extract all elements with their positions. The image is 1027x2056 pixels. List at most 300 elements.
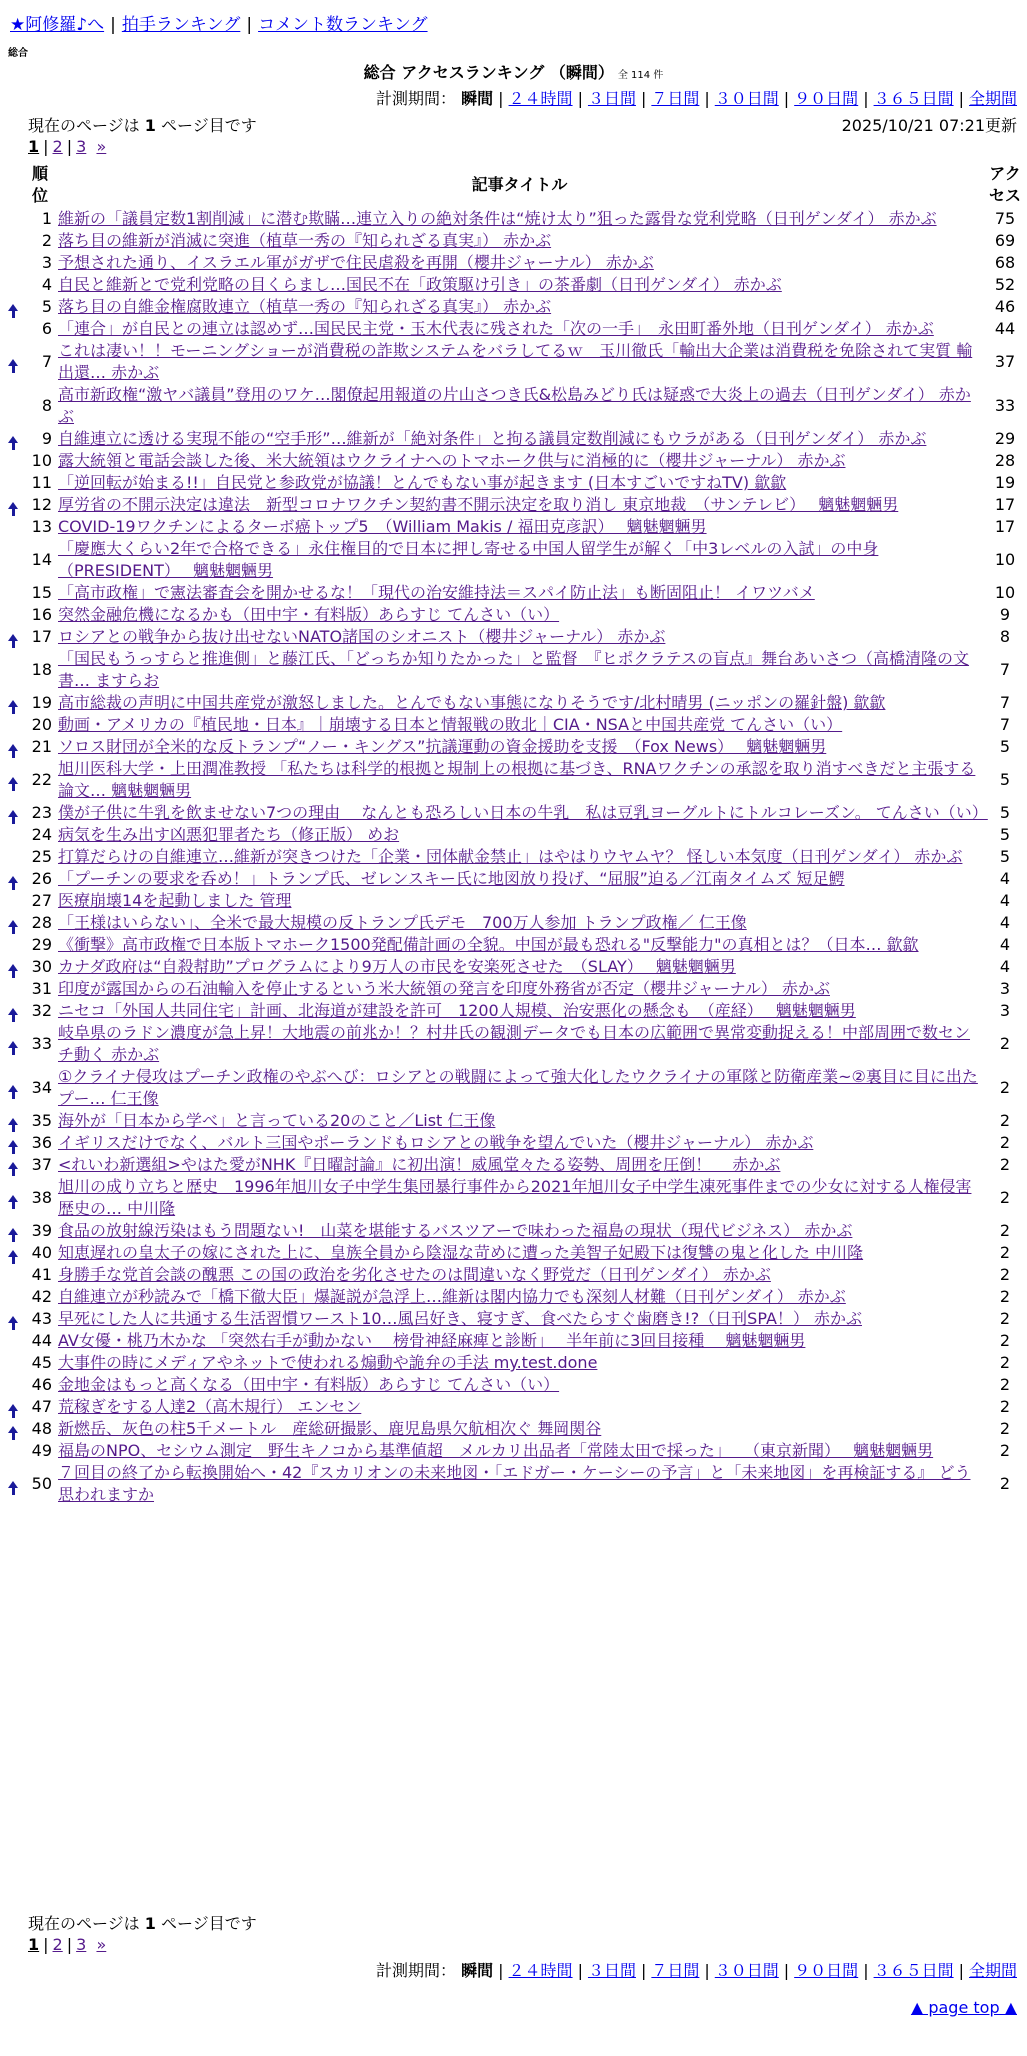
article-link[interactable]: ニセコ「外国人共同住宅」計画、北海道が建設を許可 1200人規模、治安悪化の懸念も （産経） 魑魅魍魎男: [58, 1001, 856, 1020]
article-title-cell: [56, 384, 983, 428]
table-row: [0, 1176, 1027, 1220]
arrow-up-icon: [8, 1404, 18, 1411]
table-row: [0, 1440, 1027, 1462]
rank-change-cell: [0, 1220, 26, 1242]
period-option-3d[interactable]: ３日間: [587, 89, 636, 108]
access-count: 19: [994, 473, 1016, 492]
article-link[interactable]: ロシアとの戦争から抜け出せないNATO諸国のシオニスト（櫻井ジャーナル） 赤かぶ: [58, 627, 666, 646]
arrow-up-icon: [8, 634, 18, 641]
table-row: [0, 274, 1027, 296]
rank-number: 13: [31, 517, 52, 536]
table-row: [0, 516, 1027, 538]
article-title-cell: [56, 274, 983, 296]
article-title-cell: [56, 692, 983, 714]
article-title-cell: [56, 978, 983, 1000]
article-link[interactable]: ７回目の終了から転換開始へ・42『スカリオンの未来地図・「エドガー・ケーシーの予言」と「未来地図」を再検証する』 どう思われますか: [58, 1463, 971, 1504]
ranking-title: 総合 アクセスランキング （瞬間）: [363, 63, 614, 82]
article-title-cell: [56, 450, 983, 472]
rank-change-cell: [0, 538, 26, 582]
access-count: 46: [994, 297, 1016, 316]
table-row: [0, 1308, 1027, 1330]
rank-number: 19: [31, 693, 52, 712]
rank-change-cell: [0, 252, 26, 274]
arrow-up-icon: [8, 1118, 18, 1125]
rank-change-cell: [0, 208, 26, 230]
article-link[interactable]: 厚労省の不開示決定は違法 新型コロナワクチン契約書不開示決定を取り消し 東京地裁 （サンテレビ） 魑魅魍魎男: [58, 495, 899, 514]
rank-change-cell: [0, 274, 26, 296]
page-info-top: [28, 113, 257, 136]
rank-number: 41: [31, 1265, 52, 1284]
article-link[interactable]: 身勝手な党首会談の醜悪 この国の政治を劣化させたのは間違いなく野党だ（日刊ゲンダイ） 赤かぶ: [58, 1265, 771, 1284]
rank-number: 31: [31, 979, 52, 998]
access-count: 2: [999, 1034, 1011, 1053]
article-title-cell: [56, 252, 983, 274]
article-link[interactable]: イギリスだけでなく、バルト三国やポーランドもロシアとの戦争を望んでいた（櫻井ジャーナル） 赤かぶ: [58, 1133, 814, 1152]
pager-next[interactable]: »: [96, 137, 107, 156]
ranking-total: 全 114 件: [617, 70, 664, 81]
rank-change-cell: [0, 1308, 26, 1330]
rank-number: 44: [31, 1331, 52, 1350]
access-count: 10: [994, 583, 1016, 602]
period-option-7d[interactable]: ７日間: [651, 1961, 700, 1980]
article-link[interactable]: 印度が露国からの石油輸入を停止するという米大統領の発言を印度外務省が否定（櫻井ジャーナル） 赤かぶ: [58, 979, 830, 998]
access-count: 4: [999, 869, 1011, 888]
period-option-3d[interactable]: ３日間: [587, 1961, 636, 1980]
article-title-cell: [56, 934, 983, 956]
nav-link-home[interactable]: ★阿修羅♪へ: [10, 15, 105, 35]
rank-number: 5: [41, 297, 52, 316]
article-title-cell: [56, 956, 983, 978]
rank-change-cell: [0, 868, 26, 890]
article-link[interactable]: 自維連立に透ける実現不能の“空手形”…維新が「絶対条件」と拘る議員定数削減にもウラがある（日刊ゲンダイ） 赤かぶ: [58, 429, 927, 448]
page-info-suffix: ページ目です: [161, 1914, 257, 1933]
article-link[interactable]: AV女優・桃乃木かな 「突然右手が動かない 榜骨神経麻痺と診断」 半年前に3回目接種 魑魅魍魎男: [58, 1331, 806, 1350]
table-row: [0, 1418, 1027, 1440]
access-count: 29: [994, 429, 1016, 448]
article-link[interactable]: 医療崩壊14を起動しました 管理: [58, 891, 292, 910]
article-link[interactable]: <れいわ新選組>やはた愛がNHK『日曜討論』に初出演！威風堂々たる姿勢、周囲を圧倒！ 赤かぶ: [58, 1155, 781, 1174]
article-title-cell: [56, 230, 983, 252]
access-count: 2: [999, 1441, 1011, 1460]
pager-page-3[interactable]: 3: [76, 137, 87, 156]
access-count: 10: [994, 550, 1016, 569]
rank-number: 9: [41, 429, 52, 448]
article-title-cell: [56, 472, 983, 494]
article-title-cell: [56, 758, 983, 802]
rank-number: 28: [31, 913, 52, 932]
table-row: [0, 450, 1027, 472]
ranking-heading: [0, 60, 1027, 83]
rank-number: 27: [31, 891, 52, 910]
table-row: [0, 912, 1027, 934]
table-row: [0, 1374, 1027, 1396]
ranking-body: [0, 208, 1027, 1506]
article-link[interactable]: 落ち目の自維金権腐敗連立（植草一秀の『知られざる真実』） 赤かぶ: [58, 297, 552, 316]
table-row: [0, 1286, 1027, 1308]
arrow-up-icon: [8, 502, 18, 509]
table-row: [0, 1264, 1027, 1286]
table-row: [0, 846, 1027, 868]
period-option-30d[interactable]: ３０日間: [714, 1961, 779, 1980]
rank-number: 23: [31, 803, 52, 822]
period-option-24h[interactable]: ２４時間: [508, 1961, 573, 1980]
article-title-cell: [56, 1132, 983, 1154]
table-row: [0, 890, 1027, 912]
article-link[interactable]: COVID-19ワクチンによるターボ癌トップ5 （William Makis / 福田克彦訳） 魑魅魍魎男: [58, 517, 707, 536]
page-info-number: 1: [144, 1914, 156, 1933]
rank-number: 16: [31, 605, 52, 624]
arrow-up-icon: [8, 810, 18, 817]
access-count: 52: [994, 275, 1016, 294]
article-link[interactable]: 《衝撃》高市政権で日本版トマホーク1500発配備計画の全貌。中国が最も恐れる"反撃能力"の真相とは？（日本… 歙歙: [58, 935, 919, 954]
article-title-cell: [56, 340, 983, 384]
rank-number: 43: [31, 1309, 52, 1328]
access-count: 2: [999, 1078, 1011, 1097]
table-row: [0, 1396, 1027, 1418]
access-count: 68: [994, 253, 1016, 272]
access-count: 4: [999, 913, 1011, 932]
rank-number: 12: [31, 495, 52, 514]
access-count: 69: [994, 231, 1016, 250]
article-link[interactable]: 維新の「議員定数1割削減」に潜む欺瞞…連立入りの絶対条件は“焼け太り”狙った露骨な党利党略（日刊ゲンダイ） 赤かぶ: [58, 209, 937, 228]
article-link[interactable]: 「逆回転が始まる!!」自民党と参政党が協議！とんでもない事が起きます (日本すごいですねTV) 歙歙: [58, 473, 787, 492]
article-title-cell: [56, 428, 983, 450]
article-link[interactable]: カナダ政府は“自殺幇助”プログラムにより9万人の市民を安楽死させた （SLAY） 魑魅魍魎男: [58, 957, 736, 976]
page-info-prefix: 現在のページは: [28, 1914, 140, 1933]
arrow-up-icon: [8, 964, 18, 971]
table-row: [0, 956, 1027, 978]
article-title-cell: [56, 1352, 983, 1374]
table-row: [0, 714, 1027, 736]
article-link[interactable]: 荒稼ぎをする人達2（高木規行） エンセン: [58, 1397, 362, 1416]
rank-change-cell: [0, 1396, 26, 1418]
rank-number: 24: [31, 825, 52, 844]
article-title-cell: [56, 1000, 983, 1022]
table-row: [0, 1110, 1027, 1132]
access-count: 4: [999, 891, 1011, 910]
access-count: 2: [999, 1265, 1011, 1284]
article-link[interactable]: 「王様はいらない」、全米で最大規模の反トランプ氏デモ 700万人参加 トランプ政権／ 仁王像: [58, 913, 747, 932]
rank-number: 6: [41, 319, 52, 338]
rank-change-cell: [0, 472, 26, 494]
rank-change-cell: [0, 1462, 26, 1506]
table-row: [0, 978, 1027, 1000]
rank-number: 32: [31, 1001, 52, 1020]
rank-change-cell: [0, 296, 26, 318]
article-link[interactable]: 旭川の成り立ちと歴史 1996年旭川女子中学生集団暴行事件から2021年旭川女子中学生凍死事件までの少女に対する人権侵害歴史の… 中川隆: [58, 1177, 972, 1218]
article-link[interactable]: 予想された通り、イスラエル軍がガザで住民虐殺を再開（櫻井ジャーナル） 赤かぶ: [58, 253, 654, 272]
access-count: 4: [999, 957, 1011, 976]
table-row: [0, 494, 1027, 516]
rank-change-cell: [0, 626, 26, 648]
rank-number: 29: [31, 935, 52, 954]
table-row: [0, 582, 1027, 604]
page-info-bottom: [28, 1911, 257, 1934]
table-row: [0, 1462, 1027, 1506]
period-option-365d[interactable]: ３６５日間: [873, 1961, 954, 1980]
article-title-cell: [56, 1176, 983, 1220]
rank-number: 33: [31, 1034, 52, 1053]
rank-number: 34: [31, 1078, 52, 1097]
rank-change-cell: [0, 912, 26, 934]
article-title-cell: [56, 604, 983, 626]
article-link[interactable]: 自維連立が秒読みで「橋下徹大臣」爆誕説が急浮上…維新は閣内協力でも深刻人材難（日刊ゲンダイ） 赤かぶ: [58, 1287, 846, 1306]
table-row: [0, 252, 1027, 274]
article-title-cell: [56, 516, 983, 538]
rank-change-cell: [0, 1374, 26, 1396]
rank-change-cell: [0, 802, 26, 824]
table-row: [0, 318, 1027, 340]
rank-change-cell: [0, 714, 26, 736]
nav-separator: |: [246, 15, 253, 35]
table-row: [0, 428, 1027, 450]
arrow-up-icon: [8, 1426, 18, 1433]
rank-number: 21: [31, 737, 52, 756]
article-link[interactable]: 露大統領と電話会談した後、米大統領はウクライナへのトマホーク供与に消極的に（櫻井ジャーナル） 赤かぶ: [58, 451, 846, 470]
article-title-cell: [56, 868, 983, 890]
rank-change-cell: [0, 318, 26, 340]
article-link[interactable]: ソロス財団が全米的な反トランプ“ノー・キングス”抗議運動の資金援助を支援 （Fox News） 魑魅魍魎男: [58, 737, 827, 756]
article-title-cell: [56, 1440, 983, 1462]
article-title-cell: [56, 1308, 983, 1330]
rank-number: 7: [41, 352, 52, 371]
table-row: [0, 1154, 1027, 1176]
access-count: 2: [999, 1353, 1011, 1372]
article-link[interactable]: 高市新政権“激ヤバ議員”登用のワケ…閣僚起用報道の片山さつき氏&松島みどり氏は疑惑で大炎上の過去（日刊ゲンダイ） 赤かぶ: [58, 385, 971, 426]
article-title-cell: [56, 1110, 983, 1132]
rank-number: 1: [41, 209, 52, 228]
page-info-number: 1: [144, 116, 156, 135]
period-option-24h[interactable]: ２４時間: [508, 89, 573, 108]
article-link[interactable]: 動画・アメリカの『植民地・日本』｜崩壊する日本と情報戦の敗北｜CIA・NSAと中国共産党 てんさい（い）: [58, 715, 843, 734]
pager-page-2[interactable]: 2: [52, 137, 63, 156]
arrow-up-icon: [8, 1228, 18, 1235]
table-row: [0, 1220, 1027, 1242]
article-link[interactable]: 早死にした人に共通する生活習慣ワースト10…風呂好き、寝すぎ、食べたらすぐ歯磨き!?（日刊SPA！） 赤かぶ: [58, 1309, 862, 1328]
arrow-up-icon: [8, 744, 18, 751]
access-count: 33: [994, 396, 1016, 415]
arrow-up-icon: [8, 1481, 18, 1488]
period-option-all[interactable]: 全期間: [968, 89, 1017, 108]
article-link[interactable]: 高市総裁の声明に中国共産党が激怒しました。とんでもない事態になりそうです/北村晴男 (ニッポンの羅針盤) 歙歙: [58, 693, 886, 712]
access-count: 3: [999, 979, 1011, 998]
table-row: [0, 1242, 1027, 1264]
page-top-link[interactable]: ▲ page top ▲: [910, 1998, 1017, 2017]
rank-number: 42: [31, 1287, 52, 1306]
arrow-up-icon: [8, 1140, 18, 1147]
access-count: 7: [999, 715, 1011, 734]
arrow-up-icon: [8, 1195, 18, 1202]
article-link[interactable]: 「プーチンの要求を呑め！」トランプ氏、ゼレンスキー氏に地図放り投げ、“屈服”迫る／江南タイムズ 短足鰐: [58, 869, 845, 888]
access-count: 2: [999, 1397, 1011, 1416]
article-link[interactable]: 金地金はもっと高くなる（田中宇・有料版）あらすじ てんさい（い）: [58, 1375, 560, 1394]
rank-number: 18: [31, 660, 52, 679]
rank-number: 36: [31, 1133, 52, 1152]
access-count: 2: [999, 1221, 1011, 1240]
rank-change-cell: [0, 230, 26, 252]
article-link[interactable]: 落ち目の維新が消滅に突進（植草一秀の『知られざる真実』） 赤かぶ: [58, 231, 552, 250]
access-count: 2: [999, 1474, 1011, 1493]
arrow-up-icon: [8, 1316, 18, 1323]
article-link[interactable]: ①クライナ侵攻はプーチン政権のやぶへび：ロシアとの戦闘によって強大化したウクライナの軍隊と防衛産業~②裏目に目に出たプー… 仁王像: [58, 1067, 978, 1108]
access-count: 2: [999, 1331, 1011, 1350]
article-title-cell: [56, 1418, 983, 1440]
page-info-prefix: 現在のページは: [28, 116, 140, 135]
pager-page-3[interactable]: 3: [76, 1935, 87, 1954]
period-option-30d[interactable]: ３０日間: [714, 89, 779, 108]
period-label: 計測期間：: [376, 1961, 457, 1980]
arrow-up-icon: [8, 1162, 18, 1169]
access-count: 5: [999, 825, 1011, 844]
article-link[interactable]: 病気を生み出す凶悪犯罪者たち（修正版） めお: [58, 825, 400, 844]
rank-number: 17: [31, 627, 52, 646]
rank-change-cell: [0, 1352, 26, 1374]
article-title-cell: [56, 1220, 983, 1242]
rank-change-cell: [0, 450, 26, 472]
table-header-row: [0, 162, 1027, 208]
pager-page-2[interactable]: 2: [52, 1935, 63, 1954]
period-label: 計測期間：: [376, 89, 457, 108]
article-link[interactable]: 食品の放射線汚染はもう問題ない! 山菜を堪能するバスツアーで味わった福島の現状（現代ビジネス） 赤かぶ: [58, 1221, 853, 1240]
table-row: [0, 692, 1027, 714]
article-link[interactable]: 「連合」が自民との連立は認めず…国民民主党・玉木代表に残された「次の一手」 永田町番外地（日刊ゲンダイ） 赤かぶ: [58, 319, 934, 338]
article-link[interactable]: 自民と維新とで党利党略の目くらまし…国民不在「政策駆け引き」の茶番劇（日刊ゲンダイ） 赤かぶ: [58, 275, 782, 294]
rank-change-cell: [0, 1000, 26, 1022]
rank-change-cell: [0, 582, 26, 604]
access-count: 2: [999, 1133, 1011, 1152]
table-row: [0, 472, 1027, 494]
table-row: [0, 802, 1027, 824]
article-link[interactable]: 知恵遅れの皇太子の嫁にされた上に、皇族全員から陰湿な苛めに遭った美智子妃殿下は復讐の鬼と化した 中川隆: [58, 1243, 864, 1262]
rank-number: 37: [31, 1155, 52, 1174]
article-link[interactable]: 岐阜県のラドン濃度が急上昇！大地震の前兆か！？村井氏の観測データでも日本の広範囲で異常変動捉える！中部周囲で数センチ動く 赤かぶ: [58, 1023, 971, 1064]
article-title-cell: [56, 1330, 983, 1352]
table-row: [0, 1066, 1027, 1110]
access-count: 37: [994, 352, 1016, 371]
rank-change-cell: [0, 758, 26, 802]
pager-current: 1: [28, 1935, 40, 1954]
rank-change-cell: [0, 384, 26, 428]
article-link[interactable]: 海外が「日本から学べ」と言っている20のこと／List 仁王像: [58, 1111, 496, 1130]
article-link[interactable]: 打算だらけの自維連立…維新が突きつけた「企業・団体献金禁止」はやはりウヤムヤ？ 怪しい本気度（日刊ゲンダイ） 赤かぶ: [58, 847, 963, 866]
updated-timestamp: 2025/10/21 07:21更新: [841, 116, 1017, 135]
article-title-cell: [56, 912, 983, 934]
article-title-cell: [56, 1264, 983, 1286]
rank-change-cell: [0, 1154, 26, 1176]
nav-link-applause-ranking[interactable]: 拍手ランキング: [121, 15, 241, 35]
rank-number: 38: [31, 1188, 52, 1207]
rank-number: 39: [31, 1221, 52, 1240]
article-link[interactable]: 僕が子供に牛乳を飲ませない7つの理由 なんとも恐ろしい日本の牛乳 私は豆乳ヨーグルトにトルコレーズン。 てんさい（い）: [58, 803, 988, 822]
article-title-cell: [56, 538, 983, 582]
article-link[interactable]: 新燃岳、灰色の柱5千メートル 産総研撮影、鹿児島県欠航相次ぐ 舞岡関谷: [58, 1419, 602, 1438]
rank-change-cell: [0, 890, 26, 912]
period-option-365d[interactable]: ３６５日間: [873, 89, 954, 108]
rank-change-cell: [0, 1418, 26, 1440]
access-count: 4: [999, 935, 1011, 954]
access-count: 7: [999, 693, 1011, 712]
period-option-7d[interactable]: ７日間: [651, 89, 700, 108]
rank-change-cell: [0, 1022, 26, 1066]
article-link[interactable]: これは凄い！！モーニングショーが消費税の詐欺システムをバラしてるｗ 玉川徹氏「輸出大企業は消費税を免除されて実質 輸出還… 赤かぶ: [58, 341, 973, 382]
access-count: 75: [994, 209, 1016, 228]
access-count: 7: [999, 660, 1011, 679]
nav-link-comment-ranking[interactable]: コメント数ランキング: [258, 15, 428, 35]
rank-number: 35: [31, 1111, 52, 1130]
rank-change-cell: [0, 1330, 26, 1352]
rank-change-cell: [0, 934, 26, 956]
article-link[interactable]: 福島のNPO、セシウム測定 野生キノコから基準値超 メルカリ出品者「常陸太田で採った」 （東京新聞） 魑魅魍魎男: [58, 1441, 934, 1460]
pager-bottom: 1 | 2 | 3 »: [28, 1935, 107, 1954]
article-title-cell: [56, 1154, 983, 1176]
table-row: [0, 626, 1027, 648]
period-option-all[interactable]: 全期間: [968, 1961, 1017, 1980]
pager-next[interactable]: »: [96, 1935, 107, 1954]
table-row: [0, 230, 1027, 252]
arrow-up-icon: [8, 304, 18, 311]
col-header-title: 記事タイトル: [471, 175, 568, 194]
article-link[interactable]: 「高市政権」で憲法審査会を開かせるな！「現代の治安維持法＝スパイ防止法」も断固阻止！ イワツバメ: [58, 583, 815, 602]
article-title-cell: [56, 494, 983, 516]
article-title-cell: [56, 296, 983, 318]
rank-number: 8: [41, 396, 52, 415]
rank-change-cell: [0, 692, 26, 714]
rank-change-cell: [0, 956, 26, 978]
rank-change-cell: [0, 1132, 26, 1154]
period-selector-top: 計測期間： 瞬間 | ２４時間 | ３日間 | ７日間 | ３０日間 | ９０日間 | ３６５日間 | 全期間: [376, 89, 1017, 108]
rank-number: 46: [31, 1375, 52, 1394]
arrow-up-icon: [8, 436, 18, 443]
article-link[interactable]: 突然金融危機になるかも（田中宇・有料版）あらすじ てんさい（い）: [58, 605, 560, 624]
top-nav: [10, 10, 428, 35]
table-row: [0, 208, 1027, 230]
article-link[interactable]: 「慶應大くらい2年で合格できる」永住権目的で日本に押し寄せる中国人留学生が解く「中3レベルの入試」の中身（PRESIDENT） 魑魅魍魎男: [58, 539, 879, 580]
article-link[interactable]: 「国民もうっすらと推進側」と藤江氏、「どっちか知りたかった」と監督 『ヒポクラテスの盲点』舞台あいさつ（高橋清隆の文書… ますらお: [58, 649, 970, 690]
article-title-cell: [56, 824, 983, 846]
arrow-up-icon: [8, 777, 18, 784]
article-title-cell: [56, 1066, 983, 1110]
article-title-cell: [56, 626, 983, 648]
rank-number: 20: [31, 715, 52, 734]
rank-number: 50: [31, 1474, 52, 1493]
rank-change-cell: [0, 846, 26, 868]
article-title-cell: [56, 890, 983, 912]
arrow-up-icon: [8, 876, 18, 883]
nav-separator: |: [110, 15, 116, 35]
access-count: 28: [994, 451, 1016, 470]
rank-change-cell: [0, 648, 26, 692]
access-count: 2: [999, 1419, 1011, 1438]
table-row: [0, 604, 1027, 626]
section-tag: 総合: [8, 48, 28, 59]
access-count: 5: [999, 770, 1011, 789]
access-count: 5: [999, 737, 1011, 756]
access-count: 2: [999, 1287, 1011, 1306]
rank-change-cell: [0, 978, 26, 1000]
article-link[interactable]: 大事件の時にメディアやネットで使われる煽動や詭弁の手法 my.test.done: [58, 1353, 598, 1372]
rank-number: 14: [31, 550, 52, 569]
period-option-90d[interactable]: ９０日間: [794, 89, 859, 108]
period-option-90d[interactable]: ９０日間: [794, 1961, 859, 1980]
article-link[interactable]: 旭川医科大学・上田潤准教授 「私たちは科学的根拠と規制上の根拠に基づき、RNAワクチンの承認を取り消すべきだと主張する論文… 魑魅魍魎男: [58, 759, 976, 800]
rank-change-cell: [0, 1242, 26, 1264]
rank-number: 4: [41, 275, 52, 294]
arrow-up-icon: [8, 359, 18, 366]
rank-change-cell: [0, 516, 26, 538]
page-info-suffix: ページ目です: [161, 116, 257, 135]
col-header-access: アクセス: [988, 164, 1021, 205]
table-row: [0, 736, 1027, 758]
